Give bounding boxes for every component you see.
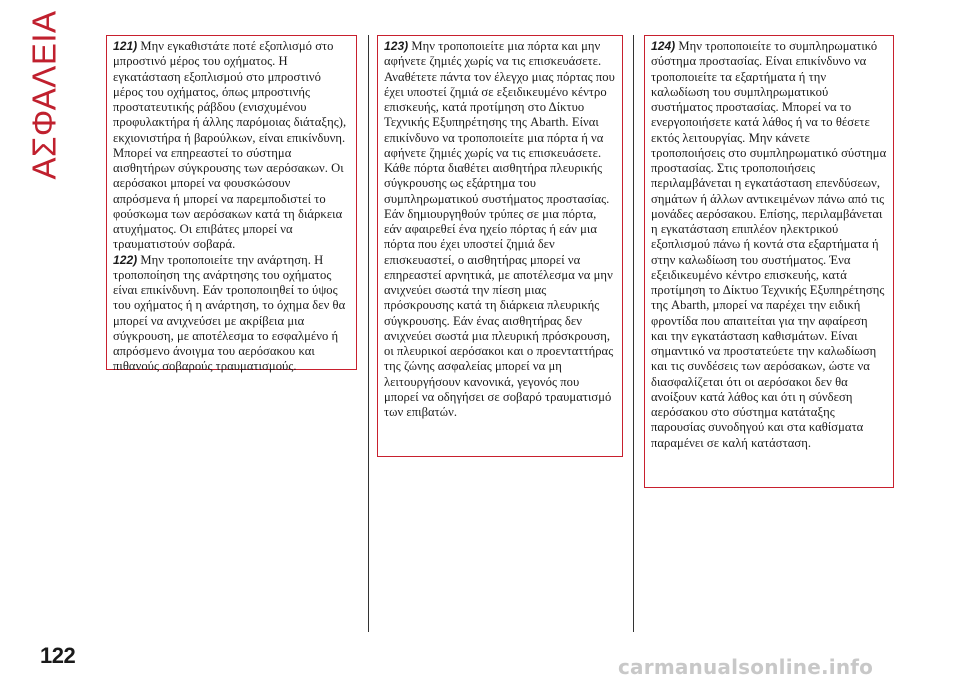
warning-text: Μην τροποποιείτε το συμπληρωματικό σύστημα προστασίας. Είναι επικίνδυνο να τροποποιείτε τα εξαρτήματα ή την καλωδίωση του συμπληρωματικού συστήματος προστασίας. Μπορεί να το ενεργοποιήσετε κατά λάθος ή να το θέσετε εκτός λειτουργίας. Μην κάνετε τροποποιήσεις στο συμπληρωματικό σύστημα προστασίας. Στις τροποποιήσεις περιλαμβάνεται η εγκατάσταση επενδύσεων, σημάτων ή άλλων αντικειμένων πάνω από τις μονάδες αερόσακου. Επίσης, περιλαμβάνεται η εγκατάσταση επιπλέον ηλεκτρικού εξοπλισμού πάνω ή κοντά στα εξαρτήματα ή στην καλωδίωση του συστήματος. Ένα εξειδικευμένο κέντρο επισκευής, κατά προτίμηση το Δίκτυο Τεχνικής Εξυπηρέτησης της Abarth, μπορεί να παρέχει την ειδική φροντίδα που απαιτείται για την αφαίρεση και την εγκατάσταση καθισμάτων. Είναι σημαντικό να προστατεύετε την καλωδίωση και τις συνδέσεις των αερόσακων, ώστε να διασφαλίζεται ότι οι αερόσακοι δεν θα ανοίξουν κατά λάθος και ότι η σύνδεση αερόσακου στο σύστημα κατάταξης παρουσίας συνοδηγού και στα καθίσματα παραμένει σε καλή κατάσταση.	[651, 39, 887, 450]
warning-121	[113, 39, 350, 253]
page-number: 122	[40, 643, 76, 668]
warning-number: 124)	[651, 39, 676, 53]
column-divider-2	[633, 35, 634, 632]
warning-number: 122)	[113, 252, 138, 267]
warning-number: 121)	[113, 39, 138, 53]
warning-box-1	[106, 35, 357, 374]
warning-123	[384, 39, 616, 420]
watermark: carmanualsonline.info	[618, 655, 874, 678]
section-title-vertical	[20, 10, 70, 180]
warning-124	[651, 39, 887, 451]
warning-box-3	[644, 35, 894, 488]
warning-122	[113, 253, 350, 375]
warning-number: 123)	[384, 39, 409, 53]
warning-text: Μην εγκαθιστάτε ποτέ εξοπλισμό στο μπροστινό μέρος του οχήματος. Η εγκατάσταση εξοπλισμού στο μπροστινό μέρος του οχήματος, όπως μπροστινής προστατευτικής ράβδου (ενισχυμένου προφυλακτήρα ή άλλης παρόμοιας διάταξης), εκχιονιστήρα ή βαρούλκων, είναι επικίνδυνη. Μπορεί να επηρεαστεί το σύστημα αισθητήρων σύγκρουσης των αερόσακων. Οι αερόσακοι μπορεί να φουσκώσουν απρόσμενα ή μπορεί να παρεμποδιστεί το φούσκωμα των αερόσακων κατά τη διάρκεια ατυχήματος. Οι επιβάτες μπορεί να τραυματιστούν σοβαρά.	[113, 39, 347, 252]
section-title: ΑΣΦΑΛΕΙΑ	[26, 10, 64, 180]
warning-box-2	[377, 35, 623, 457]
warning-text: Μην τροποποιείτε μια πόρτα και μην αφήνετε ζημιές χωρίς να τις επισκευάσετε. Αναθέτετε πάντα τον έλεγχο μιας πόρτας που έχει υποστεί ζημιά σε εξειδικευμένο κέντρο επισκευής, κατά προτίμηση στο Δίκτυο Τεχνικής Εξυπηρέτησης της Abarth. Είναι επικίνδυνο να τροποποιείτε μια πόρτα ή να αφήνετε ζημιές χωρίς να τις επισκευάσετε. Κάθε πόρτα διαθέτει αισθητήρα πλευρικής σύγκρουσης ως εξάρτημα του συμπληρωματικού συστήματος προστασίας. Εάν δημιουργηθούν τρύπες σε μια πόρτα, εάν αφαιρεθεί ένα ηχείο πόρτας ή εάν μια πόρτα που έχει υποστεί ζημιά δεν επισκευαστεί, ο αισθητήρας μπορεί να επηρεαστεί αρνητικά, με αποτέλεσμα να μην ανιχνεύει σωστά την πίεση μιας πρόσκρουσης κατά τη διάρκεια πλευρικής σύγκρουσης. Εάν ένας αισθητήρας δεν ανιχνεύει σωστά μια πλευρική πρόσκρουση, οι πλευρικοί αερόσακοι και ο προενταττήρας της ζώνης ασφαλείας μπορεί να μη λειτουργήσουν κανονικά, γεγονός που μπορεί να οδηγήσει σε σοβαρό τραυματισμό των επιβατών.	[384, 39, 615, 419]
warning-text: Μην τροποποιείτε την ανάρτηση. Η τροποποίηση της ανάρτησης του οχήματος είναι επικίνδυνη. Εάν τροποποιηθεί το ύψος του οχήματος ή η ανάρτηση, το όχημα δεν θα μπορεί να ανιχνεύσει με ακρίβεια μια σύγκρουση, με αποτέλεσμα το εσφαλμένο ή απρόσμενο άνοιγμα του αερόσακου και πιθανούς σοβαρούς τραυματισμούς.	[113, 252, 346, 374]
column-divider-1	[368, 35, 369, 632]
